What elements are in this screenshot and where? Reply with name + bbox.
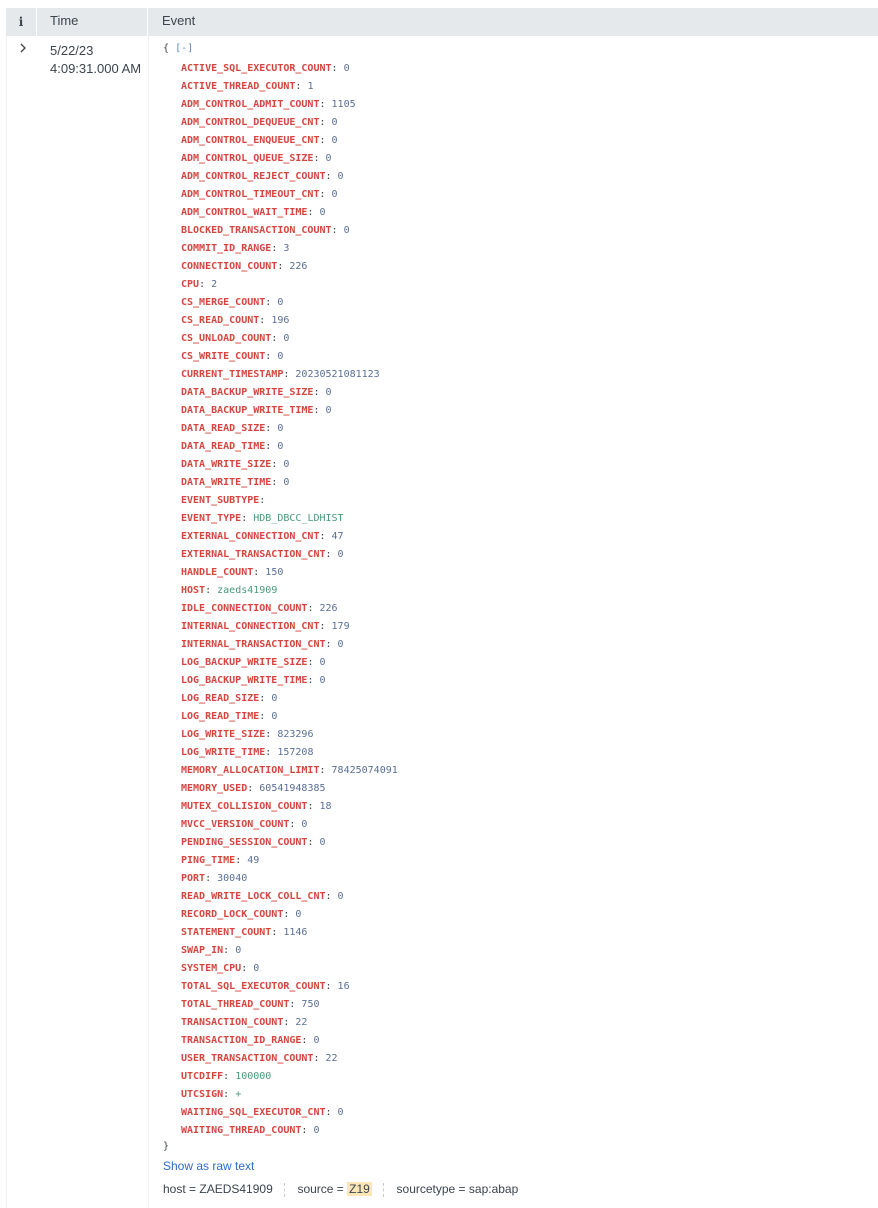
json-field-row	[163, 402, 518, 420]
json-key[interactable]: DATA_WRITE_TIME	[181, 477, 272, 488]
json-value[interactable]: zaeds41909	[217, 585, 278, 596]
json-field-row	[163, 1014, 518, 1032]
json-key[interactable]: TRANSACTION_ID_RANGE	[181, 1035, 302, 1046]
collapse-toggle[interactable]: [-]	[175, 43, 194, 54]
json-colon: :	[271, 459, 284, 470]
json-field-row	[163, 978, 518, 996]
json-field-row	[163, 60, 518, 78]
json-colon: :	[331, 225, 344, 236]
json-key[interactable]: ADM_CONTROL_ADMIT_COUNT	[181, 99, 320, 110]
json-colon: :	[307, 801, 320, 812]
json-field-row	[163, 474, 518, 492]
json-colon: :	[223, 1089, 236, 1100]
json-colon: :	[301, 1035, 314, 1046]
json-value[interactable]: 100000	[235, 1071, 272, 1082]
json-key[interactable]: MVCC_VERSION_COUNT	[181, 819, 290, 830]
json-field-row	[163, 762, 518, 780]
field-separator	[383, 1183, 385, 1197]
field-separator	[284, 1183, 286, 1197]
json-colon: :	[259, 693, 272, 704]
json-value[interactable]: 18	[319, 801, 332, 812]
json-key[interactable]: ACTIVE_SQL_EXECUTOR_COUNT	[181, 63, 332, 74]
json-colon: :	[283, 909, 296, 920]
json-key[interactable]: LOG_BACKUP_WRITE_SIZE	[181, 657, 308, 668]
json-field-row	[163, 924, 518, 942]
json-field-row	[163, 654, 518, 672]
json-colon: :	[313, 387, 326, 398]
event-column-header: Event	[162, 13, 196, 28]
json-value[interactable]: 0	[313, 1125, 320, 1136]
json-value[interactable]: 0	[235, 945, 242, 956]
json-field-row	[163, 672, 518, 690]
json-colon: :	[307, 837, 320, 848]
json-value[interactable]: 30040	[217, 873, 248, 884]
json-field-row	[163, 942, 518, 960]
json-field-row	[163, 1032, 518, 1050]
json-value[interactable]: 0	[337, 891, 344, 902]
json-value[interactable]: 0	[253, 963, 260, 974]
json-value[interactable]: 0	[325, 387, 332, 398]
json-value[interactable]: 60541948385	[259, 783, 326, 794]
json-value[interactable]: 0	[271, 693, 278, 704]
json-key[interactable]: USER_TRANSACTION_COUNT	[181, 1053, 314, 1064]
json-key[interactable]: LOG_READ_SIZE	[181, 693, 260, 704]
json-colon: :	[289, 999, 302, 1010]
column-divider	[148, 36, 149, 1208]
json-colon: :	[259, 495, 266, 506]
json-key[interactable]: CPU	[181, 279, 200, 290]
json-value[interactable]: 0	[337, 639, 344, 650]
json-value[interactable]: 0	[337, 1107, 344, 1118]
json-key[interactable]: DATA_WRITE_SIZE	[181, 459, 272, 470]
row-left-border	[6, 36, 7, 1208]
event-date: 5/22/23	[50, 43, 94, 58]
json-field-row	[163, 96, 518, 114]
json-value[interactable]: 0	[283, 333, 290, 344]
json-key[interactable]: LOG_WRITE_TIME	[181, 747, 266, 758]
json-field-row	[163, 492, 518, 510]
json-field-row	[163, 726, 518, 744]
json-colon: :	[283, 1017, 296, 1028]
json-value[interactable]: 0	[277, 423, 284, 434]
json-value[interactable]: 0	[277, 441, 284, 452]
show-raw-text-link[interactable]: Show as raw text	[163, 1159, 255, 1173]
json-key[interactable]: EXTERNAL_CONNECTION_CNT	[181, 531, 320, 542]
json-key[interactable]: DATA_READ_TIME	[181, 441, 266, 452]
json-value[interactable]: 0	[313, 1035, 320, 1046]
json-value[interactable]: 0	[319, 657, 326, 668]
event-row	[6, 36, 878, 1208]
json-colon: :	[259, 315, 272, 326]
json-colon: :	[271, 333, 284, 344]
json-field-row	[163, 744, 518, 762]
json-field-row	[163, 222, 518, 240]
json-value[interactable]: 22	[325, 1053, 338, 1064]
json-field-row	[163, 330, 518, 348]
json-colon: :	[325, 1107, 338, 1118]
json-colon: :	[253, 567, 266, 578]
json-key[interactable]: ADM_CONTROL_DEQUEUE_CNT	[181, 117, 320, 128]
json-field-row	[163, 132, 518, 150]
json-field-row	[163, 834, 518, 852]
json-value[interactable]: 0	[343, 225, 350, 236]
json-key[interactable]: PING_TIME	[181, 855, 236, 866]
json-colon: :	[325, 549, 338, 560]
json-value[interactable]: 1	[307, 81, 314, 92]
json-colon: :	[319, 765, 332, 776]
json-colon: :	[241, 513, 254, 524]
json-key[interactable]: TOTAL_SQL_EXECUTOR_COUNT	[181, 981, 326, 992]
json-field-row	[163, 888, 518, 906]
json-value[interactable]: 0	[337, 171, 344, 182]
json-key[interactable]: CURRENT_TIMESTAMP	[181, 369, 284, 380]
json-key[interactable]: EXTERNAL_TRANSACTION_CNT	[181, 549, 326, 560]
json-field-row	[163, 852, 518, 870]
json-value[interactable]: 49	[247, 855, 260, 866]
json-key[interactable]: WAITING_THREAD_COUNT	[181, 1125, 302, 1136]
json-field-row	[163, 114, 518, 132]
json-value[interactable]: 823296	[277, 729, 314, 740]
json-value[interactable]: 47	[331, 531, 344, 542]
json-colon: :	[205, 873, 218, 884]
json-field-row	[163, 438, 518, 456]
json-key[interactable]: STATEMENT_COUNT	[181, 927, 272, 938]
json-field-row	[163, 150, 518, 168]
json-value[interactable]: 226	[289, 261, 308, 272]
source-field[interactable]: source = Z19	[297, 1182, 370, 1196]
table-header	[6, 8, 878, 36]
json-value[interactable]: 2	[211, 279, 218, 290]
json-colon: :	[223, 1071, 236, 1082]
json-key[interactable]: CS_MERGE_COUNT	[181, 297, 266, 308]
json-field-row	[163, 294, 518, 312]
json-colon: :	[271, 927, 284, 938]
json-value[interactable]: 0	[271, 711, 278, 722]
json-value[interactable]: 16	[337, 981, 350, 992]
json-key[interactable]: BLOCKED_TRANSACTION_COUNT	[181, 225, 332, 236]
json-value[interactable]: 22	[295, 1017, 308, 1028]
json-key[interactable]: COMMIT_ID_RANGE	[181, 243, 272, 254]
json-colon: :	[307, 603, 320, 614]
json-key[interactable]: ADM_CONTROL_TIMEOUT_CNT	[181, 189, 320, 200]
json-field-row	[163, 1086, 518, 1104]
json-colon: :	[295, 81, 308, 92]
json-key[interactable]: HANDLE_COUNT	[181, 567, 254, 578]
json-key[interactable]: HOST	[181, 585, 206, 596]
event-timestamp: 4:09:31.000 AM	[50, 61, 142, 76]
json-colon: :	[319, 117, 332, 128]
json-colon: :	[265, 351, 278, 362]
json-value[interactable]: 20230521081123	[295, 369, 380, 380]
json-field-row	[163, 276, 518, 294]
json-value[interactable]: 0	[325, 153, 332, 164]
json-value[interactable]: 0	[277, 297, 284, 308]
json-key[interactable]: ADM_CONTROL_REJECT_COUNT	[181, 171, 326, 182]
json-value[interactable]: 0	[325, 405, 332, 416]
json-value[interactable]: 0	[331, 135, 338, 146]
events-table	[6, 8, 878, 1208]
json-colon: :	[265, 441, 278, 452]
sourcetype-field[interactable]: sourcetype = sap:abap	[396, 1182, 519, 1196]
json-colon: :	[319, 621, 332, 632]
json-value[interactable]: 150	[265, 567, 284, 578]
json-key[interactable]: CS_WRITE_COUNT	[181, 351, 266, 362]
json-key[interactable]: READ_WRITE_LOCK_COLL_CNT	[181, 891, 326, 902]
json-colon: :	[259, 711, 272, 722]
json-fields	[163, 60, 518, 1140]
json-colon: :	[325, 891, 338, 902]
json-field-row	[163, 312, 518, 330]
json-field-row	[163, 816, 518, 834]
json-value[interactable]: 0	[343, 63, 350, 74]
json-colon: :	[277, 261, 290, 272]
json-colon: :	[325, 639, 338, 650]
json-colon: :	[265, 747, 278, 758]
json-field-row	[163, 996, 518, 1014]
json-value[interactable]: 0	[331, 189, 338, 200]
json-key[interactable]: LOG_BACKUP_WRITE_TIME	[181, 675, 308, 686]
json-colon: :	[283, 369, 296, 380]
json-value[interactable]: 0	[337, 549, 344, 560]
json-key[interactable]: UTCSIGN	[181, 1089, 224, 1100]
json-field-row	[163, 348, 518, 366]
json-field-row	[163, 366, 518, 384]
json-colon: :	[319, 135, 332, 146]
json-key[interactable]: ADM_CONTROL_WAIT_TIME	[181, 207, 308, 218]
json-field-row	[163, 456, 518, 474]
event-time	[50, 42, 141, 78]
json-field-row	[163, 240, 518, 258]
json-value[interactable]: 196	[271, 315, 290, 326]
json-field-row	[163, 510, 518, 528]
json-field-row	[163, 708, 518, 726]
json-key[interactable]: RECORD_LOCK_COUNT	[181, 909, 284, 920]
json-colon: :	[325, 981, 338, 992]
json-value[interactable]: 0	[295, 909, 302, 920]
json-field-row	[163, 420, 518, 438]
json-field-row	[163, 528, 518, 546]
json-key[interactable]: CS_UNLOAD_COUNT	[181, 333, 272, 344]
json-value[interactable]: 750	[301, 999, 320, 1010]
json-key[interactable]: TRANSACTION_COUNT	[181, 1017, 284, 1028]
json-value[interactable]: 0	[301, 819, 308, 830]
json-key[interactable]: TOTAL_THREAD_COUNT	[181, 999, 290, 1010]
json-colon: :	[319, 99, 332, 110]
json-value[interactable]: 0	[331, 117, 338, 128]
json-field-row	[163, 582, 518, 600]
json-key[interactable]: CONNECTION_COUNT	[181, 261, 278, 272]
json-colon: :	[271, 243, 284, 254]
json-key[interactable]: WAITING_SQL_EXECUTOR_CNT	[181, 1107, 326, 1118]
json-colon: :	[307, 657, 320, 668]
json-key[interactable]: DATA_READ_SIZE	[181, 423, 266, 434]
json-colon: :	[265, 729, 278, 740]
json-key[interactable]: IDLE_CONNECTION_COUNT	[181, 603, 308, 614]
json-colon: :	[319, 531, 332, 542]
json-field-row	[163, 780, 518, 798]
json-field-row	[163, 636, 518, 654]
chevron-right-icon[interactable]	[17, 42, 29, 54]
json-key[interactable]: CS_READ_COUNT	[181, 315, 260, 326]
json-field-row	[163, 258, 518, 276]
json-key[interactable]: UTCDIFF	[181, 1071, 224, 1082]
json-value[interactable]: 0	[319, 837, 326, 848]
json-field-row	[163, 564, 518, 582]
json-key[interactable]: PORT	[181, 873, 206, 884]
json-value[interactable]: 0	[319, 675, 326, 686]
time-column-header[interactable]: Time	[37, 8, 148, 36]
json-key[interactable]: MEMORY_ALLOCATION_LIMIT	[181, 765, 320, 776]
json-field-row	[163, 168, 518, 186]
json-colon: :	[325, 171, 338, 182]
source-value-highlight: Z19	[349, 1182, 370, 1196]
json-colon: :	[331, 63, 344, 74]
json-field-row	[163, 1104, 518, 1122]
json-colon: :	[235, 855, 248, 866]
json-colon: :	[241, 963, 254, 974]
json-colon: :	[313, 405, 326, 416]
json-key[interactable]: ADM_CONTROL_QUEUE_SIZE	[181, 153, 314, 164]
json-colon: :	[199, 279, 212, 290]
json-key[interactable]: ADM_CONTROL_ENQUEUE_CNT	[181, 135, 320, 146]
selected-fields	[163, 1179, 518, 1199]
json-key[interactable]: SYSTEM_CPU	[181, 963, 242, 974]
json-colon: :	[247, 783, 260, 794]
json-key[interactable]: DATA_BACKUP_WRITE_SIZE	[181, 387, 314, 398]
json-value[interactable]: 3	[283, 243, 290, 254]
json-value[interactable]: 0	[277, 351, 284, 362]
json-colon: :	[307, 675, 320, 686]
json-value[interactable]: 0	[319, 207, 326, 218]
json-value[interactable]: 179	[331, 621, 350, 632]
json-key[interactable]: EVENT_SUBTYPE	[181, 495, 260, 506]
json-colon: :	[307, 207, 320, 218]
json-colon: :	[205, 585, 218, 596]
json-colon: :	[313, 153, 326, 164]
json-colon: :	[319, 189, 332, 200]
json-field-row	[163, 384, 518, 402]
json-colon: :	[301, 1125, 314, 1136]
json-value[interactable]: 0	[283, 459, 290, 470]
event-body	[163, 42, 518, 1199]
json-key[interactable]: DATA_BACKUP_WRITE_TIME	[181, 405, 314, 416]
json-key[interactable]: INTERNAL_TRANSACTION_CNT	[181, 639, 326, 650]
json-field-row	[163, 960, 518, 978]
json-value[interactable]: 226	[319, 603, 338, 614]
json-field-row	[163, 1122, 518, 1140]
json-field-row	[163, 618, 518, 636]
json-field-row	[163, 600, 518, 618]
json-value[interactable]: 1146	[283, 927, 308, 938]
json-field-row	[163, 204, 518, 222]
json-colon: :	[265, 423, 278, 434]
json-colon: :	[271, 477, 284, 488]
json-key[interactable]: EVENT_TYPE	[181, 513, 242, 524]
open-brace: {	[163, 43, 170, 54]
json-field-row	[163, 906, 518, 924]
json-key[interactable]: MUTEX_COLLISION_COUNT	[181, 801, 308, 812]
json-value[interactable]: HDB_DBCC_LDHIST	[253, 513, 344, 524]
info-icon[interactable]: i	[6, 8, 37, 36]
json-value[interactable]: 1105	[331, 99, 356, 110]
json-field-row	[163, 546, 518, 564]
json-key[interactable]: LOG_WRITE_SIZE	[181, 729, 266, 740]
json-field-row	[163, 1050, 518, 1068]
json-value[interactable]: 157208	[277, 747, 314, 758]
json-colon: :	[223, 945, 236, 956]
json-value[interactable]: 78425074091	[331, 765, 398, 776]
json-field-row	[163, 798, 518, 816]
json-key[interactable]: PENDING_SESSION_COUNT	[181, 837, 308, 848]
json-key[interactable]: MEMORY_USED	[181, 783, 248, 794]
json-open	[163, 42, 518, 60]
json-field-row	[163, 870, 518, 888]
json-key[interactable]: LOG_READ_TIME	[181, 711, 260, 722]
json-field-row	[163, 1068, 518, 1086]
json-colon: :	[289, 819, 302, 830]
json-field-row	[163, 186, 518, 204]
json-colon: :	[265, 297, 278, 308]
json-field-row	[163, 78, 518, 96]
json-key[interactable]: SWAP_IN	[181, 945, 224, 956]
json-key[interactable]: INTERNAL_CONNECTION_CNT	[181, 621, 320, 632]
close-brace: }	[163, 1141, 170, 1152]
host-field[interactable]: host = ZAEDS41909	[163, 1182, 273, 1196]
json-value[interactable]: 0	[283, 477, 290, 488]
json-colon: :	[313, 1053, 326, 1064]
json-field-row	[163, 690, 518, 708]
json-key[interactable]: ACTIVE_THREAD_COUNT	[181, 81, 296, 92]
json-value[interactable]: +	[235, 1089, 242, 1100]
